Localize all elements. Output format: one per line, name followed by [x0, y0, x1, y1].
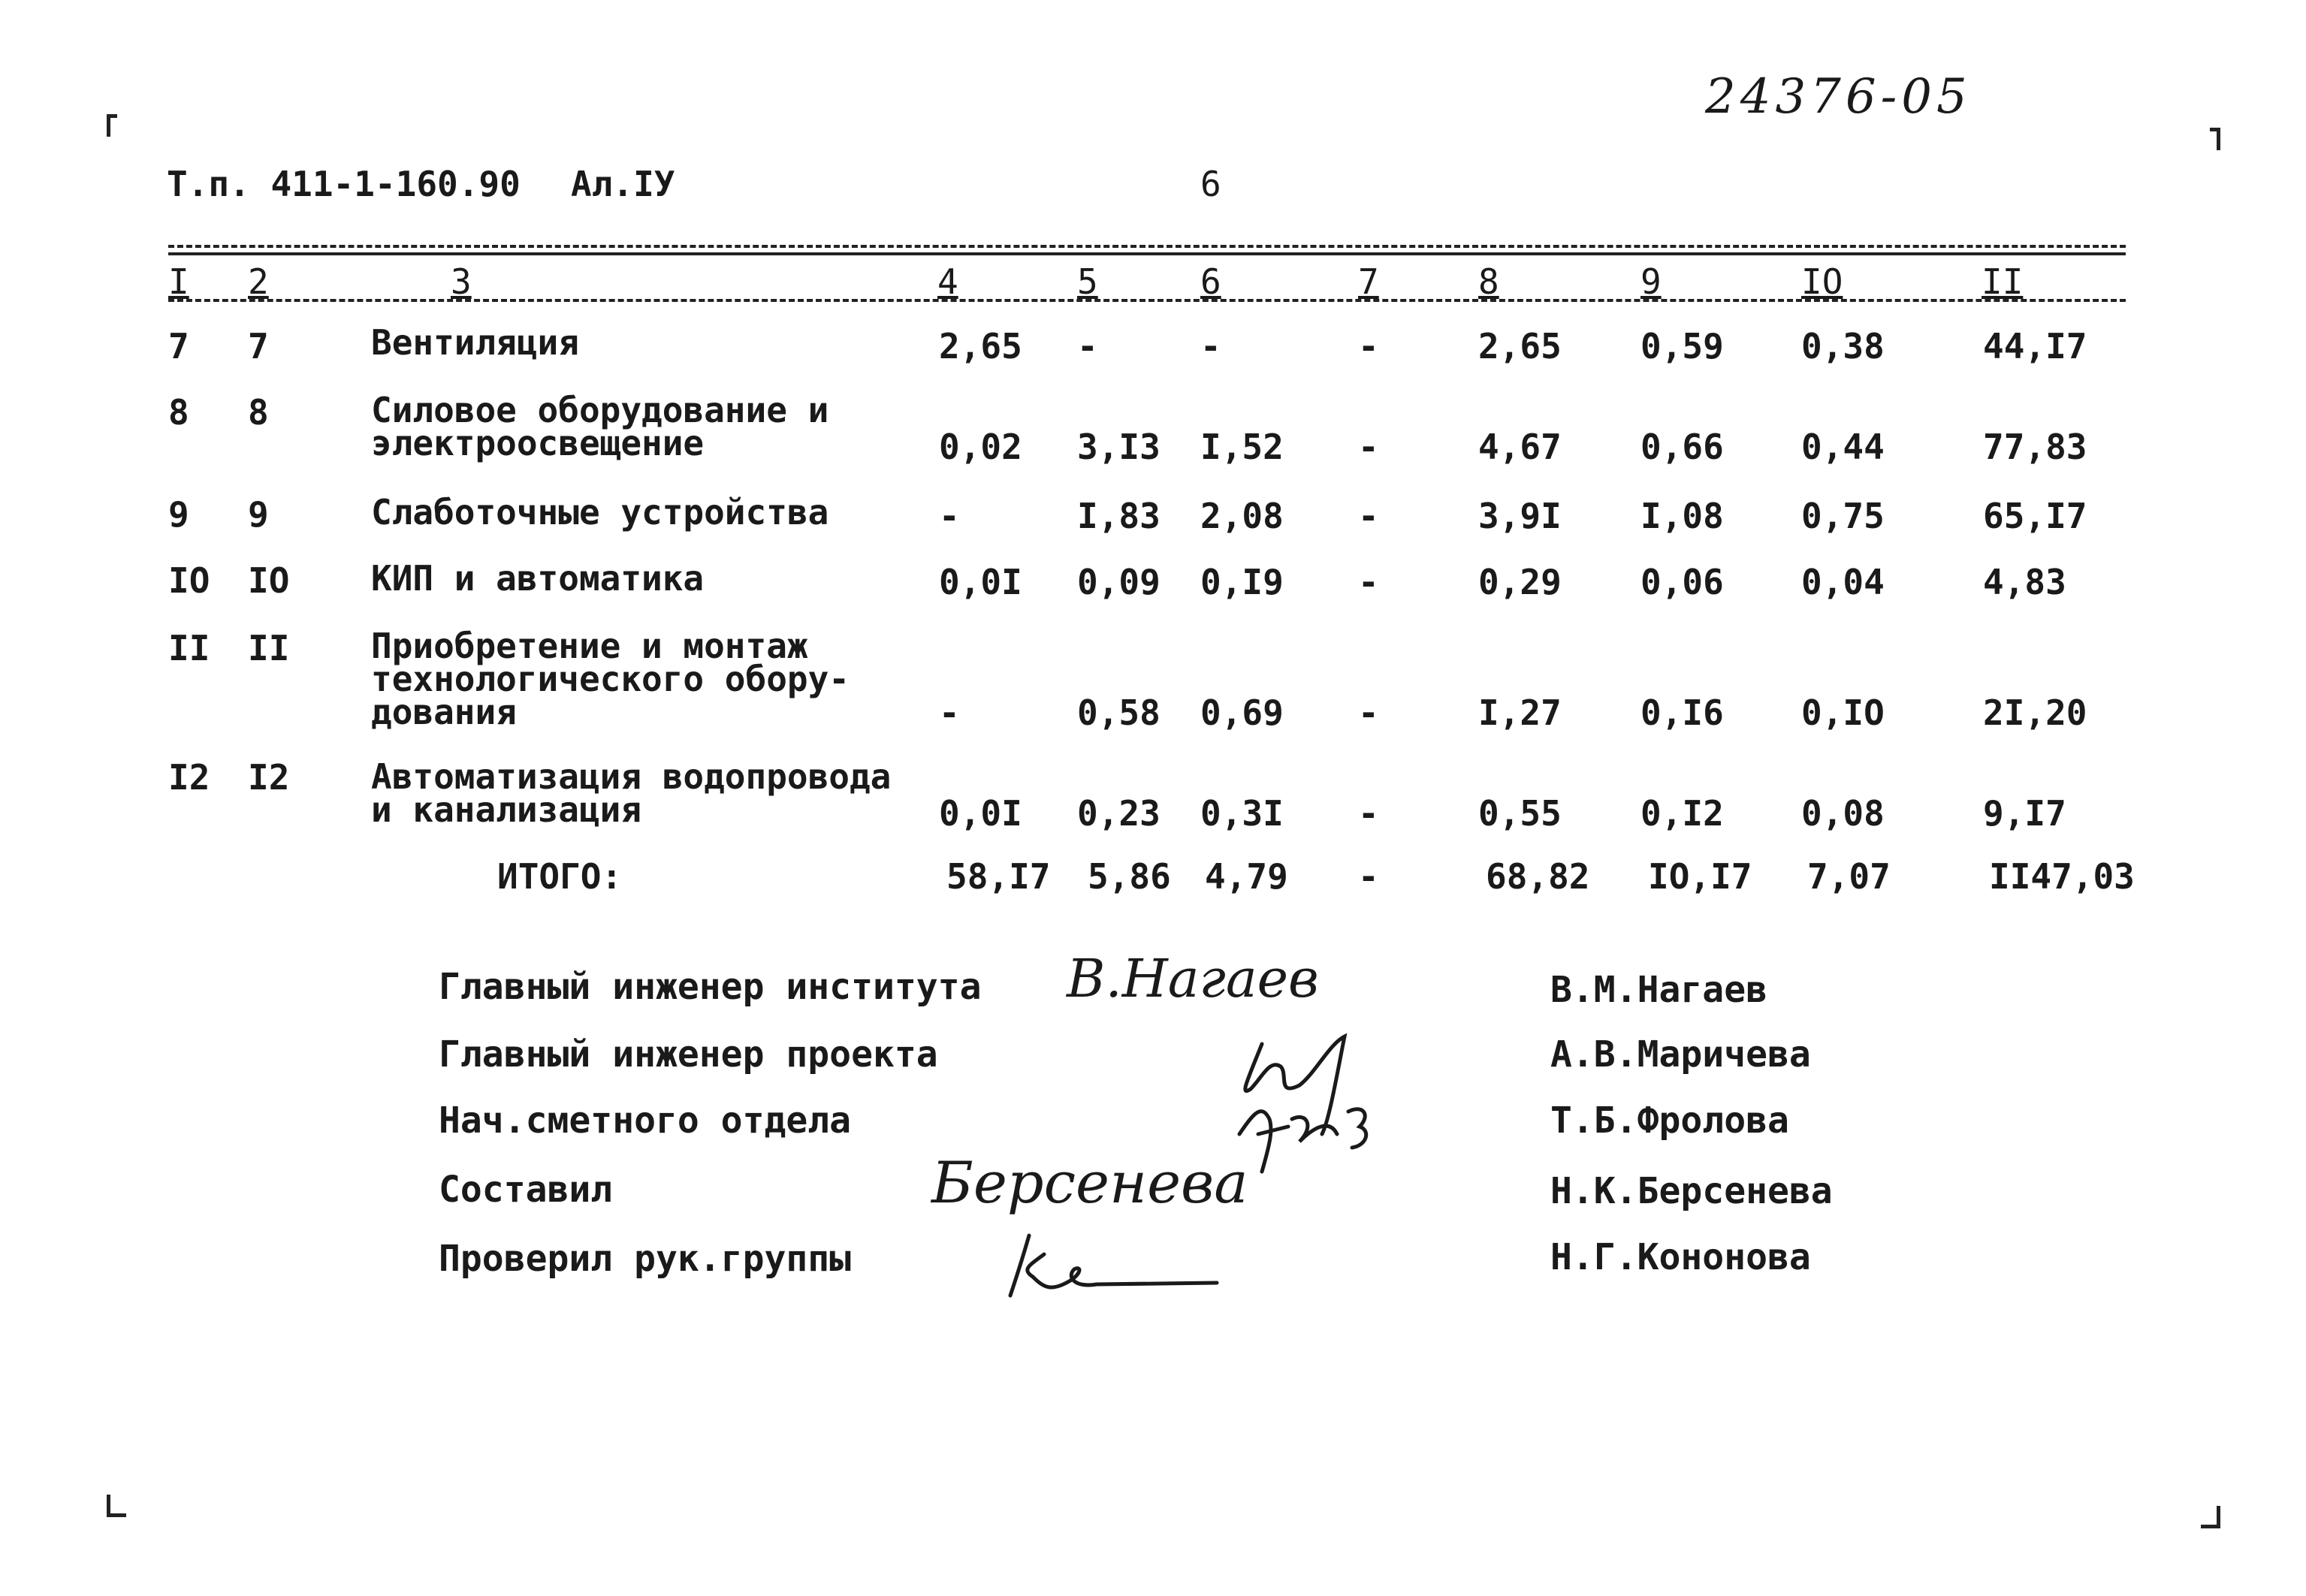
- signature-title-estimate-dept-head: Нач.сметного отдела: [439, 1100, 852, 1142]
- row-cell-col-2: 7: [248, 326, 269, 367]
- row-cell-col-5: I,83: [1077, 496, 1161, 536]
- handwritten-signature-kononova: [999, 1224, 1224, 1307]
- total-cell-col-5: 5,86: [1088, 856, 1171, 897]
- row-item-name: КИП и автоматика: [371, 558, 705, 599]
- row-item-name: Слаботочные устройства: [371, 492, 829, 533]
- column-header-4: 4: [937, 261, 958, 302]
- row-cell-col-8: 0,55: [1478, 793, 1562, 834]
- column-header-5: 5: [1077, 261, 1098, 302]
- row-cell-col-7: -: [1358, 427, 1379, 467]
- signature-name-chief-engineer-institute: В.М.Нагаев: [1550, 969, 1767, 1011]
- column-header-11: II: [1982, 261, 2024, 302]
- row-cell-col-10: 0,75: [1801, 496, 1885, 536]
- signature-title-checked-by: Проверил рук.группы: [439, 1238, 852, 1280]
- row-cell-col-8: I,27: [1478, 692, 1562, 733]
- signature-name-checked-by: Н.Г.Кононова: [1550, 1236, 1811, 1278]
- crop-mark-top-left: [107, 114, 122, 137]
- column-header-10: IO: [1801, 261, 1843, 302]
- row-cell-col-10: 0,IO: [1801, 692, 1885, 733]
- signature-name-estimate-dept-head: Т.Б.Фролова: [1550, 1100, 1789, 1142]
- row-item-name: Автоматизация водопровода и канализация: [371, 756, 892, 830]
- signature-name-compiled-by: Н.К.Берсенева: [1550, 1170, 1833, 1212]
- total-cell-col-10: 7,07: [1807, 856, 1891, 897]
- table-top-rule-2: [168, 252, 2126, 255]
- row-cell-col-2: 8: [248, 392, 269, 433]
- total-cell-col-4: 58,I7: [946, 856, 1051, 897]
- row-cell-col-4: -: [939, 692, 960, 733]
- row-cell-col-8: 3,9I: [1478, 496, 1562, 536]
- row-item-name: Силовое оборудование и электроосвещение: [371, 390, 829, 463]
- column-header-7: 7: [1358, 261, 1379, 302]
- row-cell-col-4: 2,65: [939, 326, 1022, 367]
- total-cell-col-6: 4,79: [1205, 856, 1288, 897]
- column-header-9: 9: [1640, 261, 1662, 302]
- column-header-3: 3: [451, 261, 472, 302]
- signature-name-chief-engineer-project: А.В.Маричева: [1550, 1033, 1811, 1076]
- row-cell-col-2: I2: [248, 757, 290, 798]
- registration-number: 24376-05: [1705, 69, 1972, 125]
- total-cell-col-8: 68,82: [1486, 856, 1590, 897]
- row-cell-col-6: -: [1200, 326, 1221, 367]
- row-cell-col-11: 44,I7: [1983, 326, 2087, 367]
- row-cell-col-4: 0,0I: [939, 562, 1022, 602]
- row-cell-col-6: 0,3I: [1200, 793, 1284, 834]
- row-cell-col-6: 0,69: [1200, 692, 1284, 733]
- handwritten-signature-nagaev: В.Нагаев: [1067, 948, 1319, 1009]
- row-cell-col-7: -: [1358, 562, 1379, 602]
- row-item-name: Приобретение и монтаж технологического обору- дования: [371, 626, 850, 732]
- signature-title-chief-engineer-institute: Главный инженер института: [439, 966, 982, 1008]
- total-cell-col-7: -: [1358, 856, 1379, 897]
- row-cell-col-11: 4,83: [1983, 562, 2066, 602]
- row-cell-col-5: -: [1077, 326, 1098, 367]
- row-cell-col-4: 0,0I: [939, 793, 1022, 834]
- row-cell-col-9: I,08: [1640, 496, 1724, 536]
- row-cell-col-9: 0,66: [1640, 427, 1724, 467]
- row-cell-col-7: -: [1358, 496, 1379, 536]
- row-cell-col-2: II: [248, 628, 290, 668]
- signature-title-chief-engineer-project: Главный инженер проекта: [439, 1033, 938, 1076]
- row-cell-col-6: 0,I9: [1200, 562, 1284, 602]
- row-cell-col-7: -: [1358, 692, 1379, 733]
- row-cell-col-10: 0,38: [1801, 326, 1885, 367]
- row-cell-col-11: 2I,20: [1983, 692, 2087, 733]
- row-cell-col-11: 77,83: [1983, 427, 2087, 467]
- row-cell-col-8: 2,65: [1478, 326, 1562, 367]
- row-item-name: Вентиляция: [371, 322, 579, 363]
- album-number: Ал.IУ: [571, 164, 675, 204]
- row-cell-col-1: I2: [168, 757, 210, 798]
- row-cell-col-4: -: [939, 496, 960, 536]
- row-cell-col-6: 2,08: [1200, 496, 1284, 536]
- row-cell-col-1: 9: [168, 494, 189, 535]
- column-header-8: 8: [1478, 261, 1499, 302]
- total-cell-col-9: IO,I7: [1648, 856, 1752, 897]
- row-cell-col-7: -: [1358, 326, 1379, 367]
- row-cell-col-5: 0,09: [1077, 562, 1161, 602]
- page-number: 6: [1200, 164, 1221, 204]
- row-cell-col-5: 3,I3: [1077, 427, 1161, 467]
- column-header-1: I: [168, 261, 189, 302]
- column-header-6: 6: [1200, 261, 1221, 302]
- row-cell-col-1: 8: [168, 392, 189, 433]
- row-cell-col-9: 0,59: [1640, 326, 1724, 367]
- total-cell-col-11: II47,03: [1989, 856, 2135, 897]
- table-top-rule: [168, 245, 2126, 248]
- row-cell-col-4: 0,02: [939, 427, 1022, 467]
- column-header-2: 2: [248, 261, 269, 302]
- row-cell-col-5: 0,23: [1077, 793, 1161, 834]
- total-label: ИТОГО:: [497, 856, 623, 897]
- row-cell-col-11: 65,I7: [1983, 496, 2087, 536]
- row-cell-col-10: 0,04: [1801, 562, 1885, 602]
- signature-title-compiled-by: Составил: [439, 1169, 613, 1211]
- row-cell-col-10: 0,08: [1801, 793, 1885, 834]
- row-cell-col-2: 9: [248, 494, 269, 535]
- row-cell-col-9: 0,I6: [1640, 692, 1724, 733]
- row-cell-col-9: 0,I2: [1640, 793, 1724, 834]
- row-cell-col-1: II: [168, 628, 210, 668]
- row-cell-col-1: 7: [168, 326, 189, 367]
- row-cell-col-8: 4,67: [1478, 427, 1562, 467]
- row-cell-col-2: IO: [248, 560, 290, 601]
- crop-mark-bottom-right: [2205, 1506, 2220, 1528]
- crop-mark-top-right: [2205, 128, 2220, 150]
- row-cell-col-7: -: [1358, 793, 1379, 834]
- handwritten-signature-berseneva: Берсенева: [931, 1149, 1248, 1216]
- row-cell-col-1: IO: [168, 560, 210, 601]
- row-cell-col-9: 0,06: [1640, 562, 1724, 602]
- document-designation: Т.п. 411-1-160.90: [167, 164, 521, 204]
- crop-mark-bottom-left: [107, 1495, 122, 1517]
- row-cell-col-5: 0,58: [1077, 692, 1161, 733]
- row-cell-col-11: 9,I7: [1983, 793, 2066, 834]
- row-cell-col-8: 0,29: [1478, 562, 1562, 602]
- row-cell-col-10: 0,44: [1801, 427, 1885, 467]
- row-cell-col-6: I,52: [1200, 427, 1284, 467]
